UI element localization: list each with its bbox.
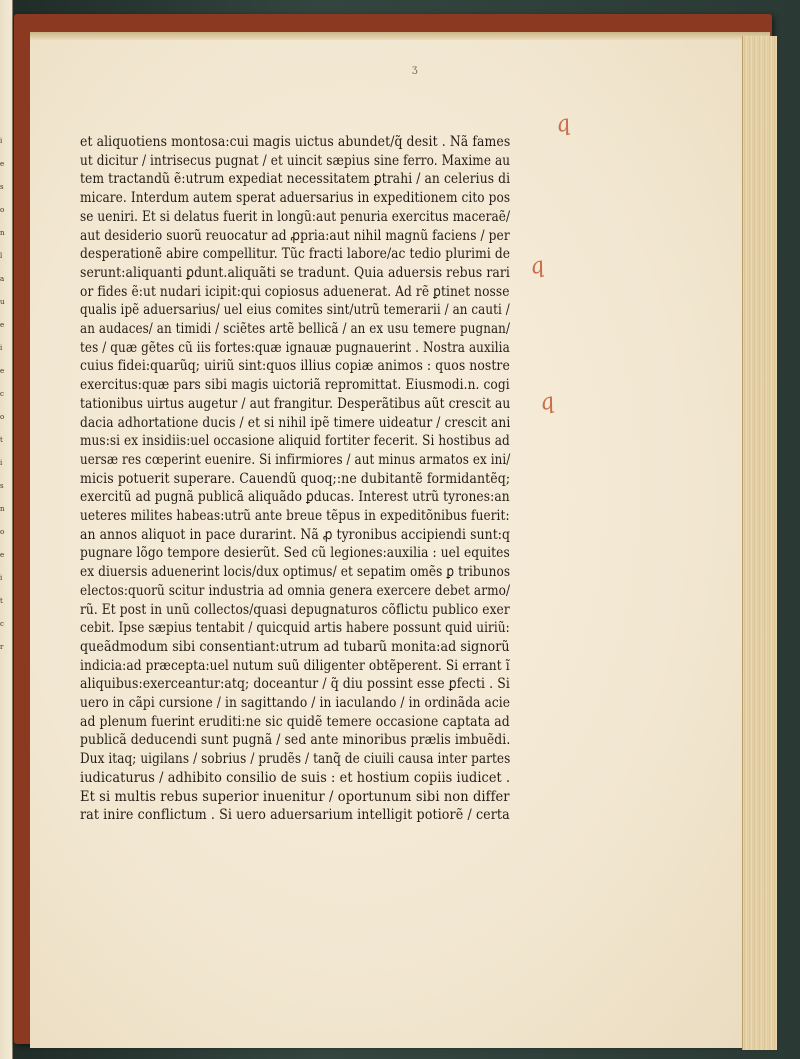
left-page-edge: [0, 0, 13, 1059]
text-line: publicã deducendi sunt pugnã / sed ante minoribus prælis imbuẽdi.: [80, 732, 511, 749]
text-line: cebit. Ipse sæpius tentabit / quicquid artis habere possunt quid uiriũ:: [80, 620, 510, 637]
text-line: iudicaturus / adhibito consilio de suis : et hostium copiis iudicet .: [80, 769, 511, 786]
left-margin-mark: i: [0, 137, 3, 145]
text-line: exercitus:quæ pars sibi magis uictoriã repromittat. Eiusmodi.n. cogi: [80, 377, 510, 394]
left-margin-mark: e: [0, 160, 5, 168]
text-line: Et si multis rebus superior inuenitur / oportunum sibi non differ: [80, 788, 510, 805]
text-line: qualis ipẽ aduersarius/ uel eius comites sint/utrũ temerarii / an cauti /: [80, 302, 510, 319]
left-margin-mark: n: [0, 229, 5, 237]
text-line: tem tractandũ ẽ:utrum expediat necessitatem ꝑtrahi / an celerius di: [80, 171, 511, 188]
left-margin-mark: i: [0, 459, 3, 467]
text-line: Dux itaq; uigilans / sobrius / prudẽs / tanq̃ de ciuili causa inter partes: [80, 751, 511, 768]
margin-annotation: q: [527, 252, 547, 281]
left-margin-mark: i: [0, 574, 3, 582]
text-line: an audaces/ an timidi / sciẽtes artẽ bellicã / an ex usu temere pugnan/: [80, 321, 511, 337]
left-margin-mark: s: [0, 183, 4, 191]
text-line: ut dicitur / intrisecus pugnat / et uincit sæpius sine ferro. Maxime au: [80, 152, 511, 169]
text-line: indicia:ad præcepta:uel nutum suũ diligenter obtẽperent. Si errant ĩ: [80, 657, 510, 674]
text-line: et aliquotiens montosa:cui magis uictus abundet/q̃ desit . Nã fames: [80, 134, 511, 150]
text-line: dacia adhortatione ducis / et si nihil ipẽ timere uideatur / crescit ani: [80, 414, 511, 431]
left-margin-mark: l: [0, 252, 3, 260]
left-margin-mark: o: [0, 528, 5, 536]
text-line: or fides ẽ:ut nudari icipit:qui copiosus aduenerat. Ad rẽ ꝑtinet nosse: [80, 283, 510, 300]
left-margin-mark: e: [0, 321, 5, 329]
text-line: uero in cãpi cursione / in sagittando / in iaculando / in ordinãda acie: [80, 695, 511, 711]
left-margin-mark: r: [0, 643, 4, 651]
left-margin-mark: c: [0, 620, 4, 628]
text-line: mus:si ex insidiis:uel occasione aliquid fortiter fecerit. Si hostibus ad: [80, 433, 510, 450]
text-line: ex diuersis aduenerint locis/dux optimus/ et sepatim omẽs ꝑ tribunos: [80, 564, 511, 581]
fore-edge: [742, 36, 777, 1050]
left-margin-mark: c: [0, 390, 4, 398]
text-line: ueteres milites habeas:utrũ ante breue tẽpus in expeditõnibus fuerit:: [80, 508, 510, 524]
text-line: electos:quorũ scitur industria ad omnia genera exercere debet armo/: [80, 582, 511, 599]
text-line: micare. Interdum autem sperat aduersarius in expeditionem cito pos: [80, 190, 511, 207]
left-margin-mark: e: [0, 551, 5, 559]
text-line: queãdmodum sibi consentiant:utrum ad tubarũ monita:ad signorũ: [80, 638, 510, 655]
text-line: aut desiderio suorũ reuocatur ad ꝓpria:aut nihil magnũ faciens / per: [80, 227, 510, 244]
left-margin-mark: e: [0, 367, 5, 375]
text-line: rat inire conflictum . Si uero aduersarium intelligit potiorẽ / certa: [80, 807, 510, 824]
text-line: an annos aliquot in pace durarint. Nã ꝓ tyronibus accipiendi sunt:q: [80, 526, 511, 543]
left-margin-mark: t: [0, 436, 3, 444]
text-line: cuius fidei:quarũq; uiriũ sint:quos illius copiæ animos : quos nostre: [80, 358, 510, 375]
text-line: tes / quæ gẽtes cũ iis fortes:quæ ignauæ pugnauerint . Nostra auxilia: [80, 339, 510, 356]
margin-annotation: q: [553, 110, 573, 139]
left-margin-mark: o: [0, 206, 5, 214]
left-margin-mark: o: [0, 413, 5, 421]
text-line: exercitũ ad pugnã publicã aliquãdo ꝑducas. Interest utrũ tyrones:an: [80, 489, 510, 506]
text-line: desperationẽ abire compellitur. Tũc fracti labore/ac tedio plurimi de: [80, 246, 511, 263]
folio-mark: ʒ: [412, 64, 418, 75]
margin-annotation: q: [537, 388, 557, 417]
left-margin-mark: n: [0, 505, 5, 513]
left-margin-mark: i: [0, 344, 3, 352]
top-edge: [30, 32, 770, 40]
text-line: serunt:aliquanti ꝑdunt.aliquãti se tradunt. Quia aduersis rebus rari: [80, 264, 510, 281]
text-line: pugnare lõgo tempore desierũt. Sed cũ legiones:auxilia : uel equites: [80, 545, 510, 562]
left-margin-mark: s: [0, 482, 4, 490]
text-line: rũ. Et post in unũ collectos/quasi depugnaturos cõflictu publico exer: [80, 601, 510, 618]
text-line: aliquibus:exerceantur:atq; doceantur / q̃ diu possint esse ꝑfecti . Si: [80, 676, 510, 693]
text-line: uersæ res cœperint euenire. Si infirmiores / aut minus armatos ex ini/: [80, 451, 511, 468]
text-line: se ueniri. Et si delatus fuerit in longũ:aut penuria exercitus maceraẽ/: [80, 208, 511, 225]
left-margin-marks: [0, 130, 10, 690]
left-margin-mark: t: [0, 597, 3, 605]
left-margin-mark: a: [0, 275, 5, 283]
left-margin-mark: u: [0, 298, 5, 306]
text-line: micis potuerit superare. Cauendũ quoq;:ne dubitantẽ formidantẽq;: [80, 470, 511, 487]
text-line: tationibus uirtus augetur / aut frangitur. Desperãtibus aũt crescit au: [80, 395, 511, 412]
text-line: ad plenum fuerint eruditi:ne sic quidẽ temere occasione captata ad: [80, 713, 510, 730]
